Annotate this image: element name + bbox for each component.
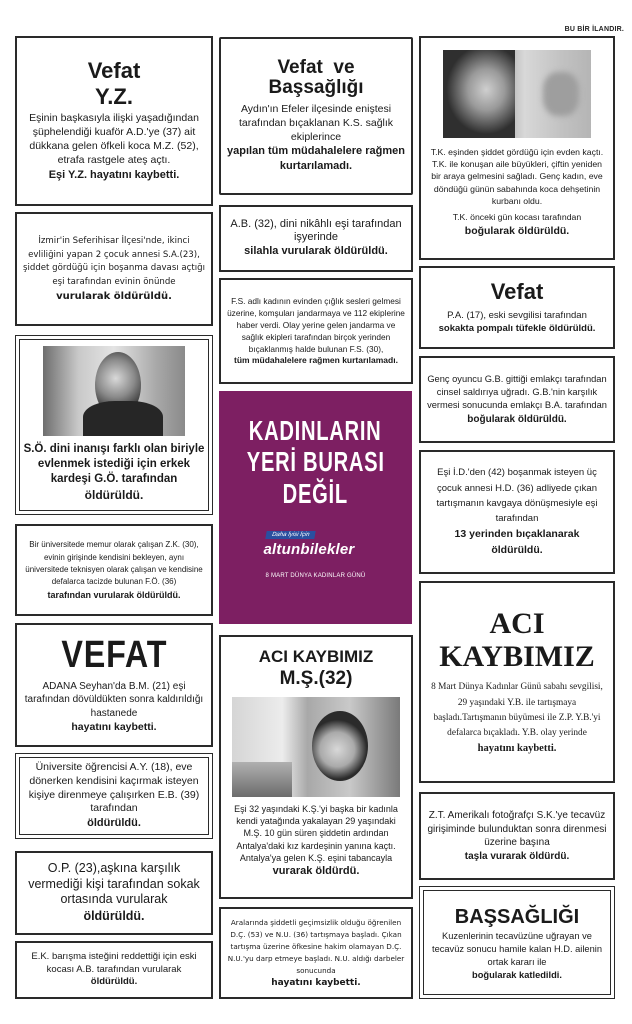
notice-bold: öldürüldü. bbox=[90, 975, 138, 987]
notice-zk bbox=[15, 524, 213, 616]
notice-bold: öldürüldü. bbox=[87, 816, 141, 829]
notice-vefat-yz bbox=[15, 36, 213, 206]
ad-disclaimer: BU BİR İLANDIR. bbox=[564, 26, 624, 33]
notice-bassagligi-hd bbox=[419, 886, 615, 999]
notice-body: Genç oyuncu G.B. gittiği emlakçı tarafından cinsel saldırıya uğradı. G.B.'nin karşılık vermesi sonucunda emlakçı B.A. tarafından bbox=[427, 373, 607, 411]
notice-bold: boğularak öldürüldü. bbox=[467, 413, 567, 425]
notice-subtitle: KAYBIMIZ bbox=[439, 639, 595, 673]
campaign-line-1: KADINLARIN bbox=[249, 415, 382, 446]
notice-title: ACI KAYBIMIZ bbox=[258, 647, 374, 666]
notice-title: Vefat bbox=[490, 279, 544, 305]
notice-title: ACI bbox=[489, 607, 545, 641]
notice-body: T.K. eşinden şiddet gördüğü için evden kaçtı. T.K. ile konuşan aile büyükleri, çiftin yeniden bir araya gelmesini sağladı. Genç kadın, eve döndüğü günün sabahında koca dehşetinin kurbanı oldu. bbox=[430, 147, 604, 206]
campaign-footer: 8 MART DÜNYA KADINLAR GÜNÜ bbox=[265, 573, 366, 580]
campaign-banner bbox=[219, 391, 412, 624]
notice-izmir bbox=[15, 212, 213, 326]
notice-body: Eşi İ.D.'den (42) boşanmak isteyen üç çocuk annesi H.D. (36) adliyede çıkan tartışmanın kavgaya dönüşmesiyle eşi tarafından bbox=[436, 467, 598, 524]
campaign-line-2: YERİ BURASI bbox=[246, 446, 385, 478]
notice-body: Z.T. Amerikalı fotoğrafçı S.K.'ye tecavüz girişiminde bulunduktan sonra direnmesi üzerine başına bbox=[427, 810, 607, 848]
notice-body: Üniversite öğrencisi A.Y. (18), eve dönerken kendisini kaçırmak isteyen kişiye direnmeye çalışırken E.B. (39) tarafından bbox=[28, 761, 200, 815]
notice-hd bbox=[419, 450, 615, 574]
notice-body: Eşinin başkasıyla ilişki yaşadığından şüphelendiği kuaför A.D.'ye (37) ait dükkana gelen öfkeli koca M.Z. (52), etrafa rastgele ateş açtı. bbox=[29, 111, 199, 167]
notice-subtitle: Başsağlığı bbox=[268, 76, 364, 98]
notice-gb bbox=[419, 356, 615, 443]
notice-ek bbox=[15, 941, 213, 999]
notice-bold: tüm müdahalelere rağmen kurtarılamadı. bbox=[234, 355, 398, 366]
notice-body: 8 Mart Dünya Kadınlar Günü sabahı sevgilisi, 29 yaşındaki Y.B. ile tartışmaya başladı.Tartışmanın büyümesi ile Z.P. Y.B.'yi defalarca bıçakladı. Y.B. olay yerinde bbox=[431, 682, 603, 739]
notice-bold: tarafından vurularak öldürüldü. bbox=[47, 589, 181, 600]
woman-window-photo bbox=[232, 697, 400, 797]
notice-body-2: T.K. önceki gün kocası tarafından bbox=[452, 211, 582, 222]
notice-ab bbox=[219, 205, 413, 272]
notice-body: Eşi 32 yaşındaki K.Ş.'yi başka bir kadınla kendi yatağında yakalayan 29 yaşındaki M.Ş. 10 gün süren şiddetin ardından Antalya'daki kız kardeşinin yanına kaçtı. Antalya'ya gelen K.Ş. eşini tabancayla bbox=[234, 804, 398, 863]
notice-body: Aydın'ın Efeler ilçesinde eniştesi tarafından bıçaklanan K.S. sağlık ekiplerince bbox=[238, 102, 394, 144]
notice-bold: hayatını kaybetti. bbox=[271, 977, 361, 988]
notice-body: A.B. (32), dini nikâhlı eşi tarafından işyerinde bbox=[230, 217, 402, 244]
campaign-line-3: DEĞİL bbox=[282, 477, 349, 509]
notice-bold: vurarak öldürdü. bbox=[272, 864, 360, 877]
woman-thinking-photo bbox=[443, 50, 591, 138]
notice-vefat-bm bbox=[15, 623, 213, 747]
notice-bold: vurularak öldürüldü. bbox=[56, 290, 172, 302]
brand-logo bbox=[256, 531, 376, 565]
notice-body: İzmir'in Seferihisar İlçesi'nde, ikinci evliliğini yapan 2 çocuk annesi S.A.(23), şiddet gördüğü için boşanma davası açtığı eşi tarafından evinin önünde bbox=[23, 235, 206, 287]
notice-bold: silahla vurularak öldürüldü. bbox=[244, 245, 388, 258]
brand-name: altunbilekler bbox=[263, 541, 355, 559]
notice-bold: hayatını kaybetti. bbox=[477, 742, 557, 754]
notice-subtitle: M.Ş.(32) bbox=[279, 668, 353, 690]
notice-acikaybimiz-ms bbox=[219, 635, 413, 899]
notice-body: ADANA Seyhan'da B.M. (21) eşi tarafından dövüldükten sonra kaldırıldığı hastanede bbox=[24, 680, 204, 719]
notice-bold: hayatını kaybetti. bbox=[71, 721, 157, 734]
notice-bold: taşla vurarak öldürdü. bbox=[464, 850, 570, 862]
notice-body: Aralarında şiddetli geçimsizlik olduğu öğrenilen D.Ç. (53) ve N.U. (36) tartışmaya başladı. Çıkan tartışma üzerine öfkesine hakim olamayan D.Ç. N.U.'yu darp etmeye başladı. N.U. aldığı darbeler sonucunda bbox=[227, 918, 405, 975]
notice-body: Kuzenlerinin tecavüzüne uğrayan ve tecavüz sonucu hamile kalan H.D. ailenin ortak kararı ile bbox=[431, 930, 603, 967]
notice-bold: öldürüldü. bbox=[84, 487, 144, 502]
brand-slogan: Daha İyisi İçin bbox=[265, 531, 316, 539]
notice-bold: öldürüldü. bbox=[83, 909, 145, 923]
notice-vefat-pa bbox=[419, 266, 615, 349]
notice-bold: Eşi Y.Z. hayatını kaybetti. bbox=[48, 168, 180, 181]
notice-body: F.S. adlı kadının evinden çığlık sesleri gelmesi üzerine, komşuları jandarmaya ve 112 ekiplerine haber verdi. Olay yerine gelen jandarma ve sağlık ekipleri tarafından birçok yerinden bıçaklanmış halde bulunan F.S. (30), bbox=[227, 296, 405, 355]
notice-vefat-ks bbox=[219, 37, 413, 195]
notice-so bbox=[15, 335, 213, 515]
notice-body: E.K. barışma isteğini reddettiği için eski kocası A.B. tarafından vurularak bbox=[31, 951, 197, 975]
notice-title: BAŞSAĞLIĞI bbox=[454, 905, 580, 928]
notice-acikaybimiz-yb bbox=[419, 581, 615, 783]
notice-title: Vefat bbox=[87, 58, 141, 84]
woman-photo bbox=[43, 346, 185, 436]
notice-body: Bir üniversitede memur olarak çalışan Z.K. (30), evinin girişinde kendisini bekleyen, aynı üniversitede teknisyen olarak çalışan ve kendisine defalarca tacizde bulunan F.Ö. (36) bbox=[25, 540, 203, 587]
notice-tk bbox=[419, 36, 615, 260]
notice-bold: yapılan tüm müdahalelere rağmen kurtarılamadı. bbox=[227, 145, 405, 173]
notice-body: O.P. (23),aşkına karşılık vermediği kişi tarafından sokak ortasında vurularak bbox=[28, 861, 200, 907]
notice-body: P.A. (17), eski sevgilisi tarafından bbox=[447, 309, 587, 321]
notice-ay bbox=[15, 753, 213, 839]
notice-bold: 13 yerinden bıçaklanarak öldürüldü. bbox=[454, 528, 580, 557]
notice-fs bbox=[219, 278, 413, 384]
notice-title: VEFAT bbox=[61, 633, 167, 676]
notice-bold: sokakta pompalı tüfekle öldürüldü. bbox=[438, 322, 596, 334]
notice-title: Vefat ve bbox=[277, 56, 355, 78]
notice-op bbox=[15, 851, 213, 935]
notice-subtitle: Y.Z. bbox=[95, 83, 133, 109]
notice-bold: boğularak katledildi. bbox=[472, 969, 562, 980]
notice-zt bbox=[419, 792, 615, 880]
notice-body: S.Ö. dini inanışı farklı olan biriyle evlenmek istediği için erkek kardeşi G.Ö. tarafından bbox=[23, 443, 205, 485]
notice-bold: boğularak öldürüldü. bbox=[464, 224, 570, 237]
notice-dc bbox=[219, 907, 413, 999]
